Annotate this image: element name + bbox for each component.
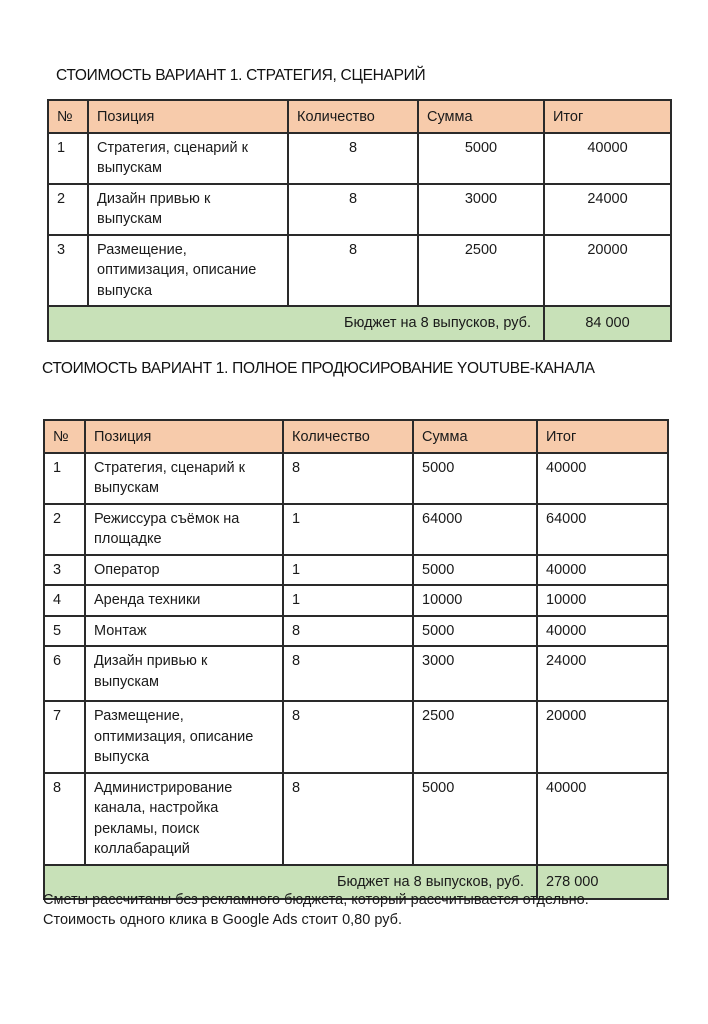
cell-total: 40000 xyxy=(537,453,668,504)
table-header-row xyxy=(48,100,671,133)
cell-num: 4 xyxy=(44,585,85,616)
cell-quantity: 1 xyxy=(283,555,413,586)
budget-value: 278 000 xyxy=(537,865,668,900)
table-header-row xyxy=(44,420,668,453)
cell-quantity: 1 xyxy=(283,504,413,555)
cell-total: 20000 xyxy=(537,701,668,773)
cell-num: 2 xyxy=(48,184,88,235)
cell-quantity: 8 xyxy=(283,616,413,647)
cell-position: Администрирование канала, настройка рекламы, поиск коллабараций xyxy=(85,773,283,865)
cell-quantity: 1 xyxy=(283,585,413,616)
table-row xyxy=(44,646,668,701)
table2-title: СТОИМОСТЬ ВАРИАНТ 1. ПОЛНОЕ ПРОДЮСИРОВАНИЕ YOUTUBE-КАНАЛА xyxy=(42,360,595,377)
cell-total: 40000 xyxy=(537,555,668,586)
cell-sum: 64000 xyxy=(413,504,537,555)
cell-sum: 5000 xyxy=(413,773,537,865)
cell-position: Размещение, оптимизация, описание выпуска xyxy=(88,235,288,307)
cell-num: 7 xyxy=(44,701,85,773)
header-sum: Сумма xyxy=(418,100,544,133)
table-row xyxy=(44,453,668,504)
budget-label: Бюджет на 8 выпусков, руб. xyxy=(44,865,537,900)
cell-total: 20000 xyxy=(544,235,671,307)
header-quantity: Количество xyxy=(283,420,413,453)
table-row xyxy=(44,701,668,773)
table1-title: СТОИМОСТЬ ВАРИАНТ 1. СТРАТЕГИЯ, СЦЕНАРИЙ xyxy=(56,67,426,84)
cell-num: 3 xyxy=(48,235,88,307)
cell-total: 24000 xyxy=(544,184,671,235)
cell-total: 40000 xyxy=(537,616,668,647)
table-row xyxy=(48,133,671,184)
cell-quantity: 8 xyxy=(288,235,418,307)
cost-table-strategy xyxy=(47,99,672,342)
header-position: Позиция xyxy=(88,100,288,133)
budget-row xyxy=(48,306,671,341)
cell-position: Размещение, оптимизация, описание выпуска xyxy=(85,701,283,773)
cell-quantity: 8 xyxy=(288,184,418,235)
table-row xyxy=(44,555,668,586)
header-num: № xyxy=(48,100,88,133)
budget-note: Сметы рассчитаны без рекламного бюджета, который рассчитывается отдельно. Стоимость одного клика в Google Ads стоит 0,80 руб. xyxy=(43,892,589,928)
cell-position: Дизайн привью к выпускам xyxy=(88,184,288,235)
cell-sum: 5000 xyxy=(418,133,544,184)
cell-position: Аренда техники xyxy=(85,585,283,616)
header-num: № xyxy=(44,420,85,453)
cell-quantity: 8 xyxy=(283,773,413,865)
cell-num: 2 xyxy=(44,504,85,555)
cell-position: Режиссура съёмок на площадке xyxy=(85,504,283,555)
cell-sum: 5000 xyxy=(413,616,537,647)
table-row xyxy=(48,184,671,235)
cell-num: 6 xyxy=(44,646,85,701)
cell-total: 40000 xyxy=(544,133,671,184)
cell-sum: 2500 xyxy=(413,701,537,773)
budget-label: Бюджет на 8 выпусков, руб. xyxy=(48,306,544,341)
cell-position: Монтаж xyxy=(85,616,283,647)
cell-total: 24000 xyxy=(537,646,668,701)
table-row xyxy=(44,585,668,616)
table-row xyxy=(44,504,668,555)
cell-sum: 5000 xyxy=(413,453,537,504)
cell-quantity: 8 xyxy=(283,646,413,701)
cell-sum: 10000 xyxy=(413,585,537,616)
cell-num: 1 xyxy=(44,453,85,504)
cell-position: Дизайн привью к выпускам xyxy=(85,646,283,701)
cell-num: 8 xyxy=(44,773,85,865)
cell-num: 5 xyxy=(44,616,85,647)
cost-table-full-production xyxy=(43,419,669,900)
table-row xyxy=(48,235,671,307)
cell-position: Оператор xyxy=(85,555,283,586)
cell-position: Стратегия, сценарий к выпускам xyxy=(88,133,288,184)
cell-total: 40000 xyxy=(537,773,668,865)
cell-sum: 5000 xyxy=(413,555,537,586)
header-position: Позиция xyxy=(85,420,283,453)
cell-sum: 2500 xyxy=(418,235,544,307)
cell-total: 10000 xyxy=(537,585,668,616)
cell-position: Стратегия, сценарий к выпускам xyxy=(85,453,283,504)
cell-quantity: 8 xyxy=(283,701,413,773)
cell-sum: 3000 xyxy=(413,646,537,701)
header-total: Итог xyxy=(537,420,668,453)
cell-total: 64000 xyxy=(537,504,668,555)
cell-quantity: 8 xyxy=(288,133,418,184)
table-row xyxy=(44,773,668,865)
cell-num: 3 xyxy=(44,555,85,586)
table-row xyxy=(44,616,668,647)
header-sum: Сумма xyxy=(413,420,537,453)
cell-quantity: 8 xyxy=(283,453,413,504)
header-total: Итог xyxy=(544,100,671,133)
budget-value: 84 000 xyxy=(544,306,671,341)
cell-sum: 3000 xyxy=(418,184,544,235)
header-quantity: Количество xyxy=(288,100,418,133)
cell-num: 1 xyxy=(48,133,88,184)
